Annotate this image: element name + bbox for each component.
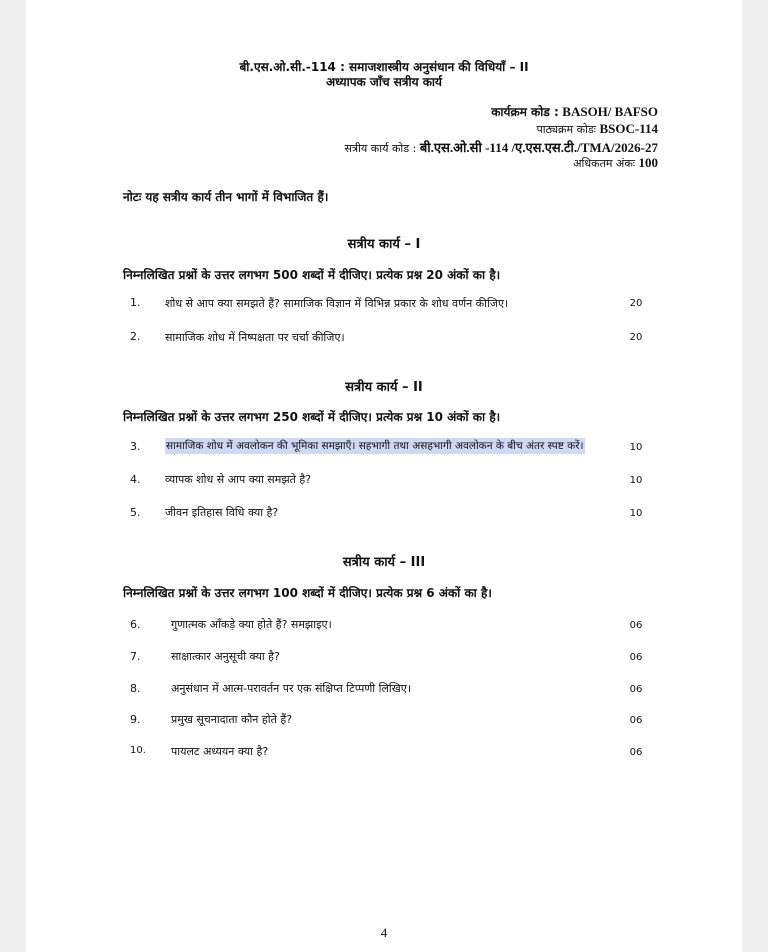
page-number: 4 (380, 925, 388, 940)
question-text: शोध से आप क्या समझते हैं? सामाजिक विज्ञान में विभिन्न प्रकार के शोध वर्णन कीजिए। (165, 297, 509, 310)
section-instruction: निम्नलिखित प्रश्नों के उत्तर लगभग 100 शब्दों में दीजिए। प्रत्येक प्रश्न 6 अंकों का है। (123, 586, 492, 600)
section-instruction: निम्नलिखित प्रश्नों के उत्तर लगभग 500 शब्दों में दीजिए। प्रत्येक प्रश्न 20 अंकों का है। (123, 268, 501, 282)
max-marks-value: 100 (638, 155, 658, 170)
question-marks: 06 (629, 684, 643, 695)
assignment-code-value: बी.एस.ओ.सी -114 /ए.एस.एस.टी./TMA/2026-27 (419, 140, 658, 155)
question-marks: 20 (629, 298, 643, 309)
question-marks: 20 (629, 332, 643, 343)
question-number: 2. (130, 330, 141, 343)
programme-code-label: कार्यक्रम कोड : (491, 105, 559, 119)
programme-code-value: BASOH/ BAFSO (562, 104, 658, 119)
question-number: 6. (130, 618, 141, 631)
question-number: 8. (130, 682, 141, 695)
question-number: 7. (130, 650, 141, 663)
question-marks: 06 (629, 715, 643, 726)
question-number: 1. (130, 296, 141, 309)
course-code (537, 121, 658, 137)
question-text: गुणात्मक आँकड़े क्या होते हैं? समझाइए। (171, 618, 332, 631)
course-title: बी.एस.ओ.सी.-114 : समाजशास्त्रीय अनुसंधान की विधियाँ – II (239, 60, 529, 74)
section-title: सत्रीय कार्य – III (342, 555, 426, 570)
question-marks: 10 (629, 475, 643, 486)
note-text: नोटः यह सत्रीय कार्य तीन भागों में विभाजित हैं। (123, 190, 329, 204)
question-marks: 10 (629, 442, 643, 453)
programme-code (491, 103, 658, 120)
question-number: 4. (130, 473, 141, 486)
max-marks-label: अधिकतम अंकः (573, 157, 635, 170)
section-title: सत्रीय कार्य – I (347, 237, 421, 252)
question-marks: 06 (629, 652, 643, 663)
assignment-heading: अध्यापक जाँच सत्रीय कार्य (325, 75, 443, 89)
question-marks: 06 (629, 620, 643, 631)
section-instruction: निम्नलिखित प्रश्नों के उत्तर लगभग 250 शब्दों में दीजिए। प्रत्येक प्रश्न 10 अंकों का है। (123, 410, 501, 424)
question-text: पायलट अध्ययन क्या है? (171, 745, 269, 758)
question-number: 3. (130, 440, 141, 453)
question-text: प्रमुख सूचनादाता कौन होते हैं? (171, 713, 293, 726)
question-text: अनुसंधान में आत्म-परावर्तन पर एक संक्षिप्त टिप्पणी लिखिए। (171, 682, 412, 695)
question-marks: 06 (629, 747, 643, 758)
question-text: जीवन इतिहास विधि क्या है? (165, 506, 279, 519)
course-code-label: पाठ्यक्रम कोडः (536, 123, 596, 136)
question-number: 5. (130, 506, 141, 519)
course-code-value: BSOC-114 (599, 121, 658, 136)
question-marks: 10 (629, 508, 643, 519)
max-marks (573, 155, 658, 171)
assignment-code (345, 138, 658, 156)
question-number: 9. (130, 713, 141, 726)
assignment-code-label: सत्रीय कार्य कोड : (344, 142, 417, 155)
section-title: सत्रीय कार्य – II (345, 380, 423, 395)
question-number: 10. (130, 745, 146, 756)
question-text: सामाजिक शोध में निष्पक्षता पर चर्चा कीजिए। (165, 331, 345, 344)
question-text: साक्षात्कार अनुसूची क्या है? (171, 650, 280, 663)
document-page (26, 0, 742, 952)
question-text: व्यापक शोध से आप क्या समझते है? (165, 473, 312, 486)
question-text-highlighted[interactable]: सामाजिक शोध में अवलोकन की भूमिका समझाएँ। सहभागी तथा असहभागी अवलोकन के बीच अंतर स्पष्ट करें। (166, 440, 584, 452)
